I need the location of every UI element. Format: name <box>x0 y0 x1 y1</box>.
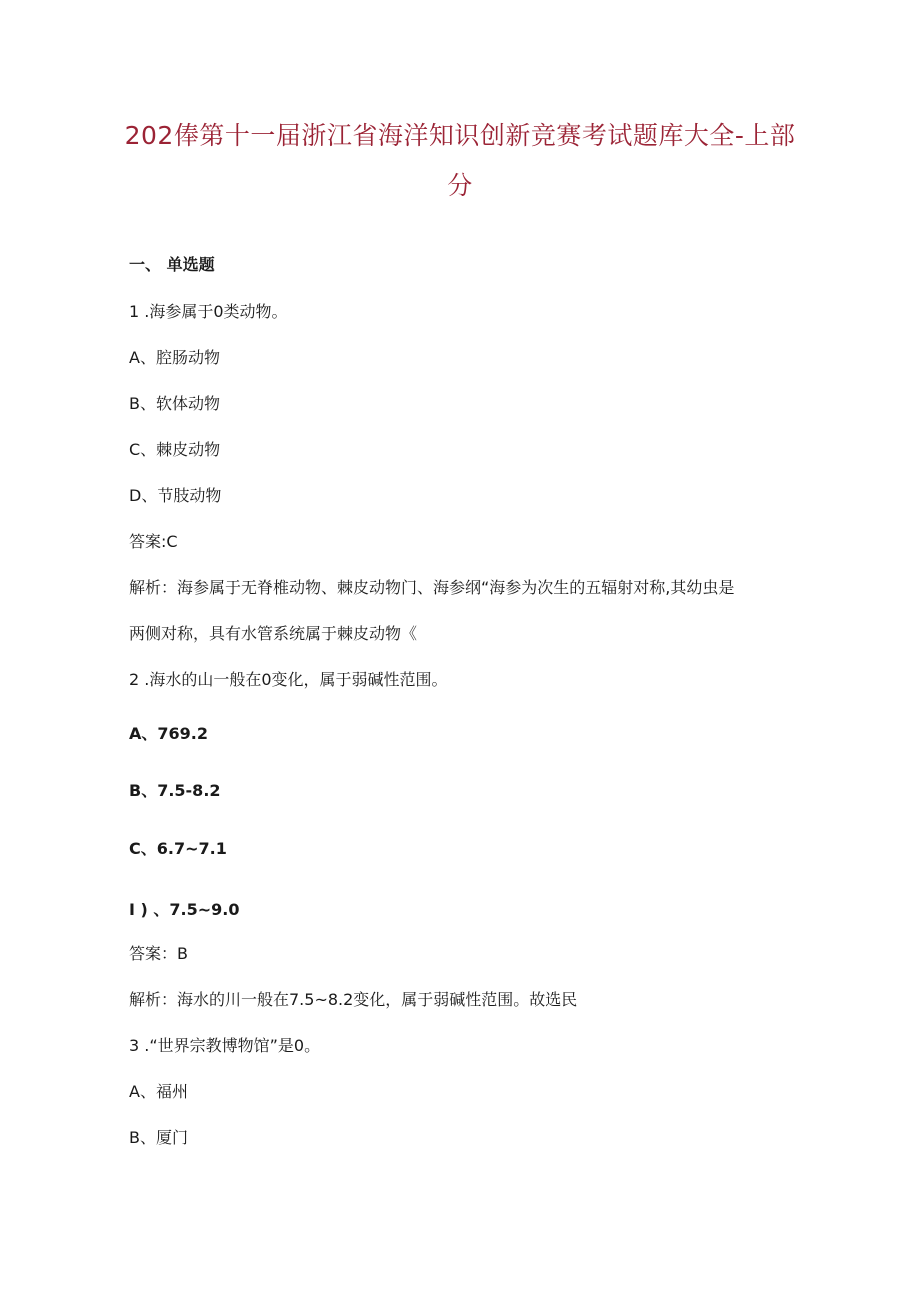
document-title-line-2: 分 <box>447 171 473 200</box>
option-b: B、厦门 <box>129 1128 188 1147</box>
analysis-text-line-2: 两侧对称，具有水管系统属于棘皮动物《 <box>129 624 418 643</box>
option-a: A、腔肠动物 <box>129 348 220 367</box>
option-b: B、7.5-8.2 <box>129 781 221 800</box>
answer-text: 答案：B <box>129 944 188 963</box>
option-d: I ) 、7.5~9.0 <box>129 900 240 919</box>
question-stem: 3 .“世界宗教博物馆”是0。 <box>129 1036 321 1055</box>
option-a: A、769.2 <box>129 724 208 743</box>
question-stem: 2 .海水的山一般在0变化，属于弱碱性范围。 <box>129 670 448 689</box>
answer-text: 答案:C <box>129 532 178 551</box>
option-c: C、棘皮动物 <box>129 440 221 459</box>
option-a: A、福州 <box>129 1082 188 1101</box>
section-heading: 一、 单选题 <box>129 255 215 274</box>
analysis-text-line-1: 解析：海水的川一般在7.5~8.2变化，属于弱碱性范围。故选民 <box>129 990 578 1009</box>
option-b: B、软体动物 <box>129 394 220 413</box>
document-title-line-1: 202俸第十一届浙江省海洋知识创新竞赛考试题库大全-上部 <box>124 121 796 150</box>
option-c: C、6.7~7.1 <box>129 839 227 858</box>
question-stem: 1 .海参属于0类动物。 <box>129 302 288 321</box>
analysis-text-line-1: 解析：海参属于无脊椎动物、棘皮动物门、海参纲“海参为次生的五辐射对称,其幼虫是 <box>129 578 735 597</box>
option-d: D、节肢动物 <box>129 486 222 505</box>
